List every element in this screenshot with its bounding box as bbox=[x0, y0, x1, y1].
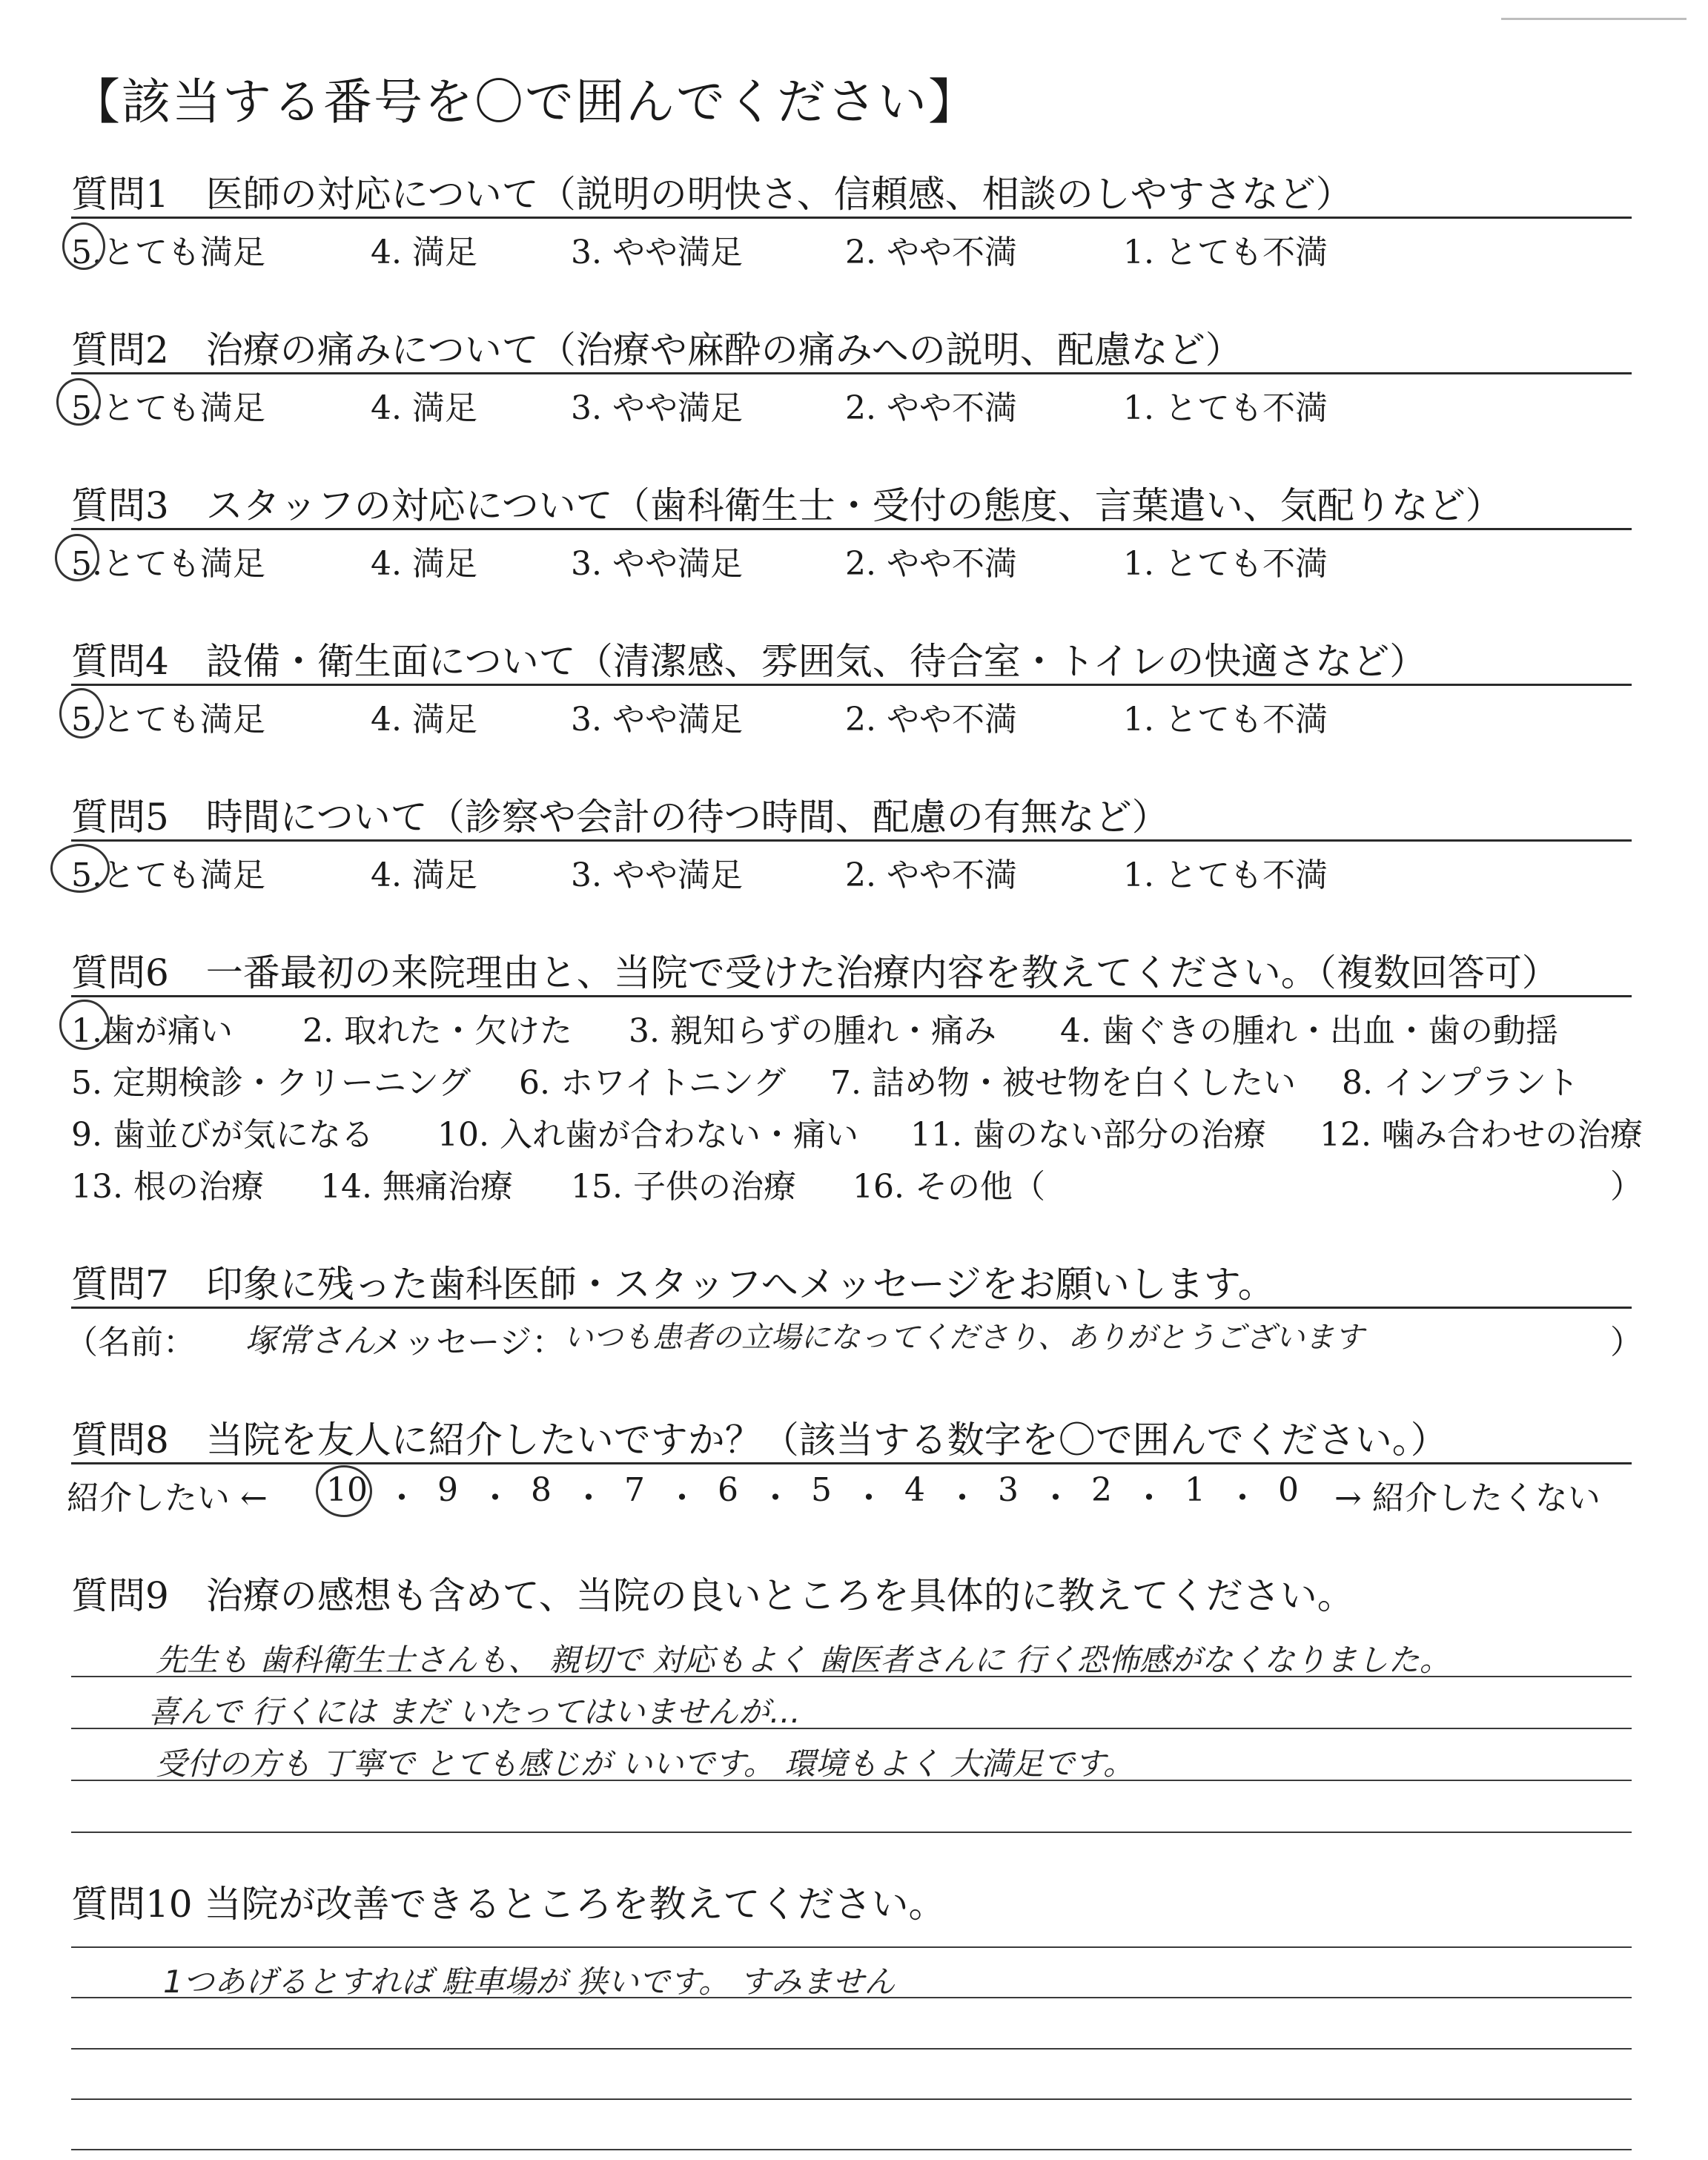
q8-scale-6[interactable]: 6 bbox=[718, 1471, 738, 1509]
question-4-rule bbox=[71, 684, 1632, 686]
q6-option-10[interactable]: 10. 入れ歯が合わない・痛い bbox=[437, 1116, 858, 1154]
q8-dot: ・ bbox=[1039, 1479, 1072, 1517]
q5-option-2[interactable]: 2. やや不満 bbox=[845, 856, 1017, 894]
q8-scale-9[interactable]: 9 bbox=[437, 1471, 458, 1509]
q7-name-label: （名前： bbox=[65, 1324, 196, 1361]
q8-left-label: 紹介したい ← bbox=[67, 1479, 268, 1517]
q4-option-1[interactable]: 1. とても不満 bbox=[1123, 701, 1328, 739]
question-3-rule bbox=[71, 528, 1632, 530]
question-6-rule bbox=[71, 995, 1632, 997]
q6-option-1[interactable]: 1.歯が痛い bbox=[71, 1012, 233, 1050]
q4-selection-circle bbox=[59, 688, 104, 739]
q6-option-9[interactable]: 9. 歯並びが気になる bbox=[71, 1116, 374, 1154]
q1-option-1[interactable]: 1. とても不満 bbox=[1123, 234, 1328, 271]
q5-option-3[interactable]: 3. やや満足 bbox=[571, 856, 743, 894]
q6-option-13[interactable]: 13. 根の治療 bbox=[71, 1168, 264, 1206]
q7-name-value[interactable]: 塚常さん bbox=[245, 1322, 375, 1360]
question-7-title: 質問7 印象に残った歯科医師・スタッフへメッセージをお願いします。 bbox=[71, 1263, 1275, 1306]
q1-option-5[interactable]: 5.とても満足 bbox=[71, 234, 265, 271]
q6-option-6[interactable]: 6. ホワイトニング bbox=[519, 1064, 787, 1102]
q8-scale-8[interactable]: 8 bbox=[531, 1471, 552, 1509]
q7-message-value[interactable]: いつも患者の立場になってくださり、ありがとうございます bbox=[563, 1321, 1364, 1355]
q5-option-5[interactable]: 5.とても満足 bbox=[71, 856, 265, 894]
q3-option-2[interactable]: 2. やや不満 bbox=[845, 545, 1017, 583]
q9-answer-line-1[interactable]: 先生も 歯科衛生士さんも、 親切で 対応もよく 歯医者さんに 行く恐怖感がなくなりました。 bbox=[156, 1642, 1451, 1678]
q8-dot: ・ bbox=[479, 1479, 512, 1517]
q7-close-paren: ） bbox=[1610, 1324, 1643, 1361]
q3-option-3[interactable]: 3. やや満足 bbox=[571, 545, 743, 583]
q6-option-4[interactable]: 4. 歯ぐきの腫れ・出血・歯の動揺 bbox=[1060, 1012, 1558, 1050]
q8-dot: ・ bbox=[385, 1479, 418, 1517]
q8-dot: ・ bbox=[1226, 1479, 1259, 1517]
q4-option-2[interactable]: 2. やや不満 bbox=[845, 701, 1017, 739]
q2-option-2[interactable]: 2. やや不満 bbox=[845, 389, 1017, 427]
q1-option-2[interactable]: 2. やや不満 bbox=[845, 234, 1017, 271]
q3-selection-circle bbox=[55, 534, 99, 581]
question-5-title: 質問5 時間について（診察や会計の待つ時間、配慮の有無など） bbox=[71, 796, 1169, 839]
q8-dot: ・ bbox=[1133, 1479, 1165, 1517]
q8-scale-0[interactable]: 0 bbox=[1278, 1471, 1299, 1509]
q7-message-label: メッセージ： bbox=[371, 1324, 565, 1361]
q4-option-4[interactable]: 4. 満足 bbox=[371, 701, 477, 739]
q8-scale-2[interactable]: 2 bbox=[1091, 1471, 1112, 1509]
question-3-title: 質問3 スタッフの対応について（歯科衛生士・受付の態度、言葉遣い、気配りなど） bbox=[71, 484, 1503, 527]
q8-scale-10[interactable]: 10 bbox=[326, 1471, 368, 1509]
q6-option-2[interactable]: 2. 取れた・欠けた bbox=[302, 1012, 572, 1050]
q8-scale-3[interactable]: 3 bbox=[998, 1471, 1019, 1509]
question-5-rule bbox=[71, 839, 1632, 842]
q8-scale-5[interactable]: 5 bbox=[811, 1471, 832, 1509]
q6-selection-circle bbox=[59, 1000, 110, 1050]
q2-option-3[interactable]: 3. やや満足 bbox=[571, 389, 743, 427]
question-1-rule bbox=[71, 217, 1632, 219]
q9-answer-line-3[interactable]: 受付の方も 丁寧で とても感じが いいです。 環境もよく 大満足です。 bbox=[156, 1745, 1135, 1782]
q10-writing-line-4 bbox=[71, 2149, 1632, 2150]
q6-option-5[interactable]: 5. 定期検診・クリーニング bbox=[71, 1064, 471, 1102]
q6-option-11[interactable]: 11. 歯のない部分の治療 bbox=[910, 1116, 1266, 1154]
question-2-title: 質問2 治療の痛みについて（治療や麻酔の痛みへの説明、配慮など） bbox=[71, 328, 1242, 371]
q6-option-14[interactable]: 14. 無痛治療 bbox=[320, 1168, 513, 1206]
question-8-rule bbox=[71, 1462, 1632, 1464]
q2-option-4[interactable]: 4. 満足 bbox=[371, 389, 477, 427]
q8-dot: ・ bbox=[853, 1479, 885, 1517]
q2-selection-circle bbox=[56, 378, 101, 426]
q8-dot: ・ bbox=[946, 1479, 979, 1517]
q8-right-label: → 紹介したくない bbox=[1334, 1479, 1601, 1517]
question-7-rule bbox=[71, 1307, 1632, 1309]
q10-writing-line-0 bbox=[71, 1946, 1632, 1948]
q6-option-16[interactable]: 16. その他（ bbox=[853, 1168, 1045, 1206]
question-9-title: 質問9 治療の感想も含めて、当院の良いところを具体的に教えてください。 bbox=[71, 1574, 1354, 1617]
q2-option-1[interactable]: 1. とても不満 bbox=[1123, 389, 1328, 427]
q9-writing-line-4 bbox=[71, 1832, 1632, 1833]
q5-option-4[interactable]: 4. 満足 bbox=[371, 856, 477, 894]
q5-option-1[interactable]: 1. とても不満 bbox=[1123, 856, 1328, 894]
question-10-title: 質問10 当院が改善できるところを教えてください。 bbox=[71, 1883, 946, 1926]
q4-option-5[interactable]: 5.とても満足 bbox=[71, 701, 265, 739]
q10-writing-line-3 bbox=[71, 2098, 1632, 2100]
q6-option-3[interactable]: 3. 親知らずの腫れ・痛み bbox=[629, 1012, 996, 1050]
q5-selection-circle bbox=[50, 844, 110, 893]
q4-option-3[interactable]: 3. やや満足 bbox=[571, 701, 743, 739]
q1-option-4[interactable]: 4. 満足 bbox=[371, 234, 477, 271]
q2-option-5[interactable]: 5.とても満足 bbox=[71, 389, 265, 427]
q8-scale-4[interactable]: 4 bbox=[904, 1471, 925, 1509]
q3-option-5[interactable]: 5.とても満足 bbox=[71, 545, 265, 583]
q6-option-12[interactable]: 12. 噛み合わせの治療 bbox=[1320, 1116, 1643, 1154]
q8-selection-circle bbox=[316, 1465, 372, 1517]
q8-dot: ・ bbox=[759, 1479, 792, 1517]
q1-option-3[interactable]: 3. やや満足 bbox=[571, 234, 743, 271]
question-1-title: 質問1 医師の対応について（説明の明快さ、信頼感、相談のしやすさなど） bbox=[71, 173, 1353, 216]
scan-edge-mark bbox=[1501, 18, 1687, 20]
q10-writing-line-2 bbox=[71, 2048, 1632, 2050]
q10-answer-line-1[interactable]: 1つあげるとすれば 駐車場が 狭いです。 すみません bbox=[163, 1964, 896, 2000]
q8-dot: ・ bbox=[572, 1479, 605, 1517]
question-8-title: 質問8 当院を友人に紹介したいですか？（該当する数字を〇で囲んでください。） bbox=[71, 1418, 1448, 1462]
q6-other-close-paren: ） bbox=[1610, 1168, 1643, 1206]
question-4-title: 質問4 設備・衛生面について（清潔感、雰囲気、待合室・トイレの快適さなど） bbox=[71, 640, 1427, 683]
q9-answer-line-2[interactable]: 喜んで 行くには まだ いたってはいませんが… bbox=[148, 1694, 801, 1730]
q6-option-15[interactable]: 15. 子供の治療 bbox=[571, 1168, 796, 1206]
question-2-rule bbox=[71, 372, 1632, 374]
q6-option-7[interactable]: 7. 詰め物・被せ物を白くしたい bbox=[830, 1064, 1296, 1102]
page-title: 【該当する番号を〇で囲んでください】 bbox=[71, 73, 979, 131]
q1-selection-circle bbox=[62, 222, 105, 270]
q3-option-1[interactable]: 1. とても不満 bbox=[1123, 545, 1328, 583]
q3-option-4[interactable]: 4. 満足 bbox=[371, 545, 477, 583]
q8-dot: ・ bbox=[666, 1479, 698, 1517]
question-6-title: 質問6 一番最初の来院理由と、当院で受けた治療内容を教えてください。（複数回答可） bbox=[71, 951, 1559, 994]
q6-option-8[interactable]: 8. インプラント bbox=[1342, 1064, 1579, 1102]
q8-scale-1[interactable]: 1 bbox=[1185, 1471, 1205, 1509]
q8-scale-7[interactable]: 7 bbox=[624, 1471, 645, 1509]
